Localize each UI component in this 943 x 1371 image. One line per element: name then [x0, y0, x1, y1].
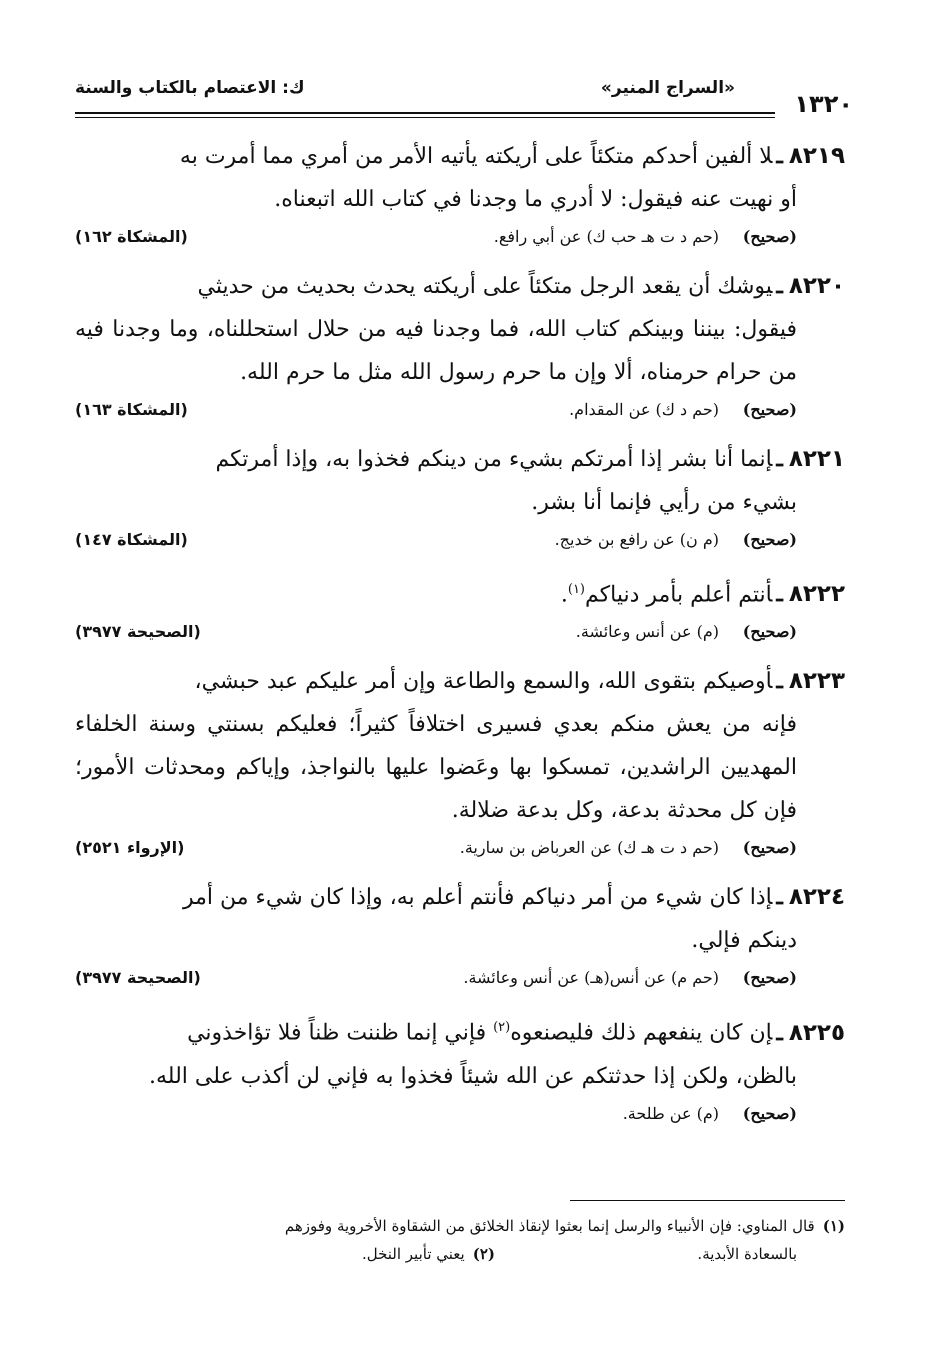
hadith-first-line: إنما أنا بشر إذا أمرتكم بشيء من دينكم فخذوا به، وإذا أمرتكم: [215, 447, 773, 472]
hadith-number: ٨٢٢٠: [788, 273, 845, 299]
hadith-grade: (صحيح): [742, 530, 797, 549]
book-title: «السراج المنير»: [600, 78, 735, 98]
hadith-entry: [75, 265, 845, 430]
hadith-entry: [75, 135, 845, 257]
hadith-attribution: [75, 526, 845, 560]
hadith-grade: (صحيح): [742, 622, 797, 642]
hadith-text: [75, 660, 845, 832]
hadith-text: [75, 876, 845, 962]
footnotes: [75, 1212, 845, 1268]
hadith-entry: [75, 1006, 845, 1133]
hadith-reference: (الصحيحة ٣٩٧٧): [75, 622, 201, 642]
hadith-number: ٨٢٢٢: [788, 581, 845, 608]
hadith-number: ٨٢١٩: [788, 143, 845, 169]
hadith-text: [75, 1006, 845, 1097]
hadith-entry: [75, 438, 845, 560]
chapter-title: ك: الاعتصام بالكتاب والسنة: [75, 78, 305, 98]
hadith-dash: ـ: [776, 668, 783, 695]
hadith-entry: [75, 568, 845, 652]
hadith-reference: (الصحيحة ٣٩٧٧): [75, 968, 201, 988]
hadith-attribution: [75, 223, 845, 257]
hadith-grade: (صحيح): [742, 1103, 797, 1123]
hadith-entry: [75, 660, 845, 868]
footnote-2: [362, 1240, 495, 1268]
hadith-number: ٨٢٢٤: [788, 884, 845, 911]
footnote-line-2: [75, 1240, 845, 1268]
footnote-marker: (١): [567, 582, 585, 597]
header-rule-thin: [75, 117, 775, 118]
hadith-continuation: فيقول: بيننا وبينكم كتاب الله، فما وجدنا فيه من حلال استحللناه، وما وجدنا فيه من حرام حرمناه، ألا وإن ما حرم رسول الله مثل ما حرم الله.: [75, 317, 797, 385]
hadith-continuation: فإنه من يعش منكم بعدي فسيرى اختلافاً كثيراً؛ فعليكم بسنتي وسنة الخلفاء المهديين الراشدين، تمسكوا بها وعَضوا عليها بالنواجذ، وإياكم ومحدثات الأمور؛ فإن كل محدثة بدعة، وكل بدعة ضلالة.: [75, 712, 798, 824]
hadith-text: [75, 265, 845, 394]
footnote-separator: [570, 1200, 845, 1201]
hadith-source: (م) عن طلحة.: [622, 1103, 719, 1123]
hadith-reference: (المشكاة ١٤٧): [75, 530, 188, 549]
hadith-first-line: يوشك أن يقعد الرجل متكئاً على أريكته يحدث بحديث من حديثي: [197, 274, 773, 299]
hadith-source: (حم د ك) عن المقدام.: [569, 400, 719, 419]
hadith-dash: ـ: [776, 884, 783, 911]
hadith-attribution: [75, 618, 845, 652]
hadith-grade: (صحيح): [742, 227, 797, 246]
hadith-dash: ـ: [776, 1019, 783, 1046]
hadith-dash: ـ: [776, 581, 783, 608]
hadith-dash: ـ: [776, 143, 783, 169]
hadith-dash: ـ: [776, 446, 783, 472]
hadith-number: ٨٢٢٥: [788, 1019, 845, 1046]
hadith-list: [75, 135, 845, 1142]
hadith-reference: (المشكاة ١٦٢): [75, 227, 188, 246]
hadith-text: [75, 135, 845, 221]
hadith-grade: (صحيح): [742, 968, 797, 988]
page-number: ١٣٢٠: [794, 90, 853, 118]
footnote-1: [75, 1212, 845, 1240]
hadith-entry: [75, 876, 845, 998]
hadith-continuation: دينكم فإلي.: [691, 928, 797, 954]
footnote-1-text: قال المناوي: فإن الأنبياء والرسل إنما بعثوا لإنقاذ الخلائق من الشقاوة الأخروية وفوزهم: [284, 1217, 815, 1235]
hadith-text: [75, 438, 845, 524]
footnote-2-number: (٢): [472, 1245, 495, 1263]
hadith-first-line: أوصيكم بتقوى الله، والسمع والطاعة وإن أمر عليكم عبد حبشي،: [194, 669, 773, 695]
hadith-source: (م ن) عن رافع بن خديج.: [554, 530, 719, 549]
hadith-continuation: أو نهيت عنه فيقول: لا أدري ما وجدنا في كتاب الله اتبعناه.: [274, 187, 797, 212]
hadith-grade: (صحيح): [742, 838, 797, 858]
hadith-source: (حم د ت هـ ك) عن العرباض بن سارية.: [459, 838, 719, 858]
hadith-reference: (المشكاة ١٦٣): [75, 400, 188, 419]
hadith-grade: (صحيح): [742, 400, 797, 419]
footnote-2-text: يعني تأبير النخل.: [361, 1245, 465, 1263]
header-rule: [75, 112, 775, 114]
footnote-1-number: (١): [822, 1217, 845, 1235]
hadith-attribution: [75, 396, 845, 430]
footnote-marker: (٢): [493, 1020, 511, 1036]
hadith-attribution: [75, 834, 845, 868]
hadith-source: (حم م) عن أنس(هـ) عن أنس وعائشة.: [463, 968, 719, 988]
hadith-first-line: لا ألفين أحدكم متكئاً على أريكته يأتيه الأمر من أمري مما أمرت به: [179, 144, 773, 169]
hadith-dash: ـ: [776, 273, 783, 299]
footnote-1-continuation: بالسعادة الأبدية.: [697, 1245, 797, 1263]
hadith-source: (حم د ت هـ حب ك) عن أبي رافع.: [493, 227, 719, 246]
hadith-attribution: [75, 1100, 845, 1134]
hadith-first-line-end: .: [560, 582, 568, 608]
hadith-source: (م) عن أنس وعائشة.: [575, 622, 719, 642]
hadith-first-line-end: فإني إنما ظننت ظناً فلا تؤاخذوني: [187, 1020, 494, 1046]
hadith-reference: (الإرواء ٢٥٢١): [75, 838, 185, 858]
hadith-number: ٨٢٢٣: [788, 668, 845, 695]
hadith-number: ٨٢٢١: [788, 446, 845, 472]
hadith-text: [75, 568, 845, 616]
hadith-attribution: [75, 964, 845, 998]
hadith-first-line: إذا كان شيء من أمر دنياكم فأنتم أعلم به، وإذا كان شيء من أمر: [183, 885, 773, 911]
hadith-first-line: أنتم أعلم بأمر دنياكم: [585, 582, 773, 608]
hadith-first-line: إن كان ينفعهم ذلك فليصنعوه: [510, 1020, 773, 1046]
hadith-continuation: بشيء من رأيي فإنما أنا بشر.: [531, 490, 797, 515]
hadith-continuation: بالظن، ولكن إذا حدثتكم عن الله شيئاً فخذوا به فإني لن أكذب على الله.: [149, 1063, 797, 1089]
